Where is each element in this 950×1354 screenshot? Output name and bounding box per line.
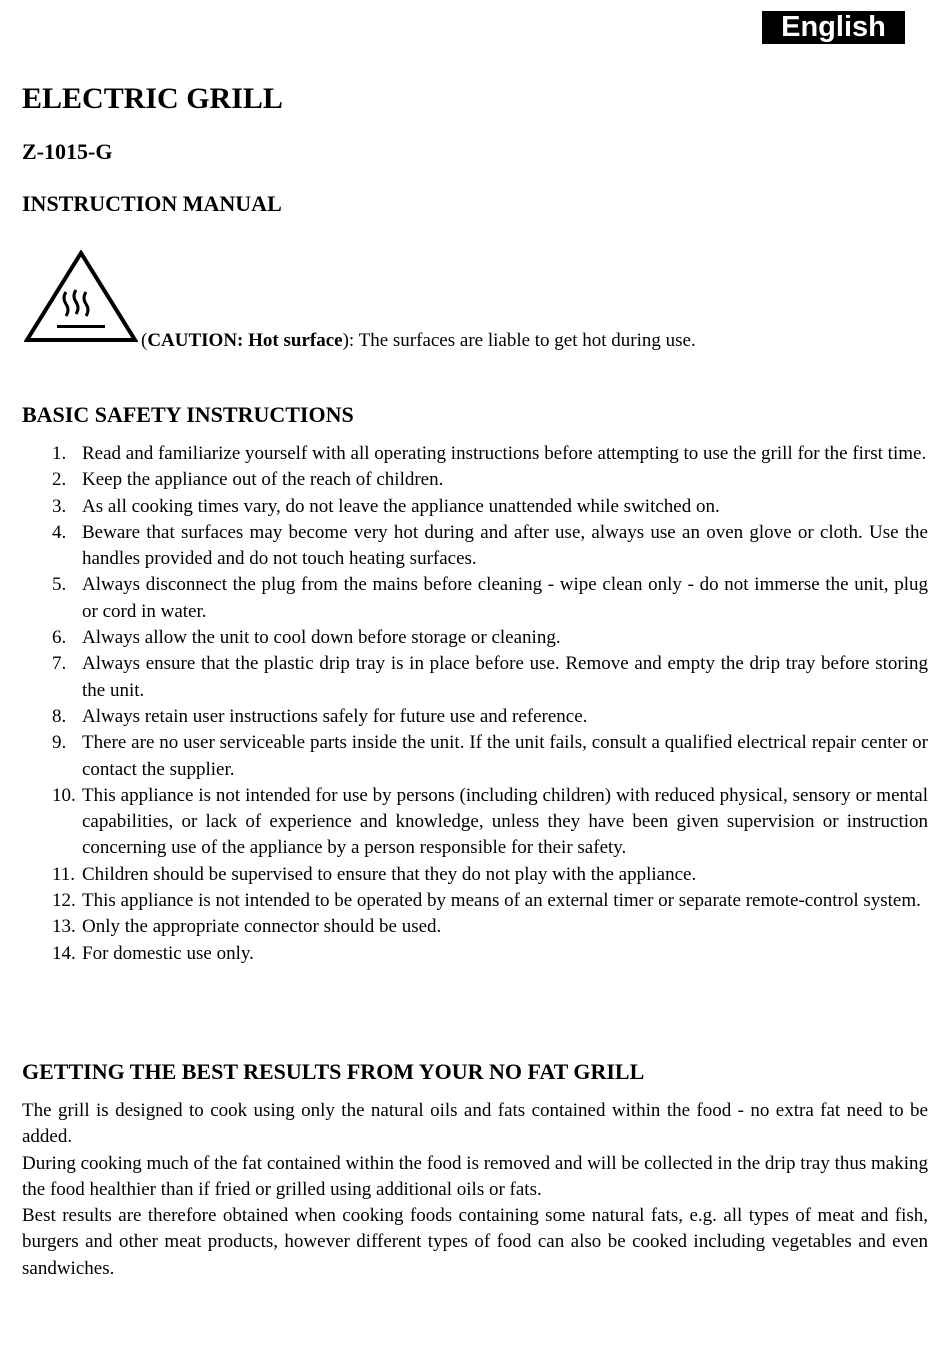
paragraph: The grill is designed to cook using only the natural oils and fats contained within the food - no extra fat need to be added.: [22, 1100, 928, 1148]
paragraph: Best results are therefore obtained when cooking foods containing some natural fats, e.g. all types of meat and fish, burgers and other meat products, however different types of food can also be cooked including vegetables and even sandwiches.: [22, 1205, 928, 1279]
list-item: [22, 441, 928, 467]
list-text: For domestic use only.: [82, 942, 254, 964]
list-number: 8.: [52, 705, 67, 727]
list-number: 3.: [52, 495, 67, 517]
list-item: [22, 862, 928, 888]
list-item: [22, 572, 928, 625]
list-number: 2.: [52, 469, 67, 491]
list-number: 6.: [52, 627, 67, 649]
list-item: [22, 704, 928, 730]
list-item: [22, 914, 928, 940]
list-number: 14.: [52, 942, 76, 964]
list-text: Read and familiarize yourself with all operating instructions before attempting to use the grill for the first time.: [82, 443, 927, 464]
list-item: [22, 651, 928, 704]
paragraph: During cooking much of the fat contained within the food is removed and will be collected in the drip tray thus making the food healthier than if fried or grilled using additional oils or fats.: [22, 1152, 928, 1200]
list-text: Only the appropriate connector should be used.: [82, 916, 442, 938]
safety-heading: BASIC SAFETY INSTRUCTIONS: [22, 402, 354, 427]
document-title: ELECTRIC GRILL: [22, 82, 283, 115]
list-text: Always disconnect the plug from the mains before cleaning - wipe clean only - do not immerse the unit, plug or cord in water.: [82, 574, 928, 622]
list-text: Always retain user instructions safely for future use and reference.: [82, 705, 588, 727]
list-item: [22, 520, 928, 573]
list-number: 7.: [52, 653, 67, 675]
list-text: Beware that surfaces may become very hot during and after use, always use an oven glove or cloth. Use the handles provided and do not touch heating surfaces.: [82, 521, 928, 570]
list-number: 13.: [52, 916, 76, 938]
list-item: [22, 783, 928, 862]
caution-text: ): The surfaces are liable to get hot during use.: [342, 330, 696, 351]
list-text: This appliance is not intended for use by persons (including children) with reduced physical, sensory or mental capabilities, or lack of experience and knowledge, unless they have been given supervision or instruction concerning use of the appliance by a person responsible for their safety.: [82, 784, 928, 859]
list-text: As all cooking times vary, do not leave the appliance unattended while switched on.: [82, 495, 720, 517]
safety-list: [22, 441, 928, 967]
document-subtitle: INSTRUCTION MANUAL: [22, 191, 282, 216]
list-text: Children should be supervised to ensure that they do not play with the appliance.: [82, 863, 697, 885]
list-number: 4.: [52, 521, 67, 543]
list-item: [22, 625, 928, 651]
list-item: [22, 941, 928, 967]
model-number: Z-1015-G: [22, 139, 113, 164]
list-text: Always allow the unit to cool down before storage or cleaning.: [82, 627, 561, 649]
list-item: [22, 467, 928, 493]
list-number: 11.: [52, 863, 76, 885]
list-item: [22, 494, 928, 520]
caution-note: [141, 330, 696, 352]
hot-surface-warning-icon: [24, 250, 138, 344]
caution-label: CAUTION: Hot surface: [147, 330, 343, 351]
list-item: [22, 730, 928, 783]
list-text: Always ensure that the plastic drip tray is in place before use. Remove and empty the drip tray before storing the unit.: [82, 653, 928, 701]
list-text: There are no user serviceable parts inside the unit. If the unit fails, consult a qualified electrical repair center or contact the supplier.: [82, 732, 928, 780]
language-badge: English: [762, 11, 905, 44]
list-item: [22, 888, 928, 914]
list-number: 9.: [52, 732, 67, 754]
list-number: 1.: [52, 443, 67, 464]
list-number: 5.: [52, 574, 67, 596]
list-number: 10.: [52, 784, 76, 806]
list-text: Keep the appliance out of the reach of children.: [82, 469, 444, 491]
list-number: 12.: [52, 890, 76, 912]
results-body: [22, 1098, 928, 1282]
results-heading: GETTING THE BEST RESULTS FROM YOUR NO FAT GRILL: [22, 1059, 645, 1084]
caution-open: (: [141, 330, 148, 351]
list-text: This appliance is not intended to be operated by means of an external timer or separate remote-control system.: [82, 890, 921, 912]
